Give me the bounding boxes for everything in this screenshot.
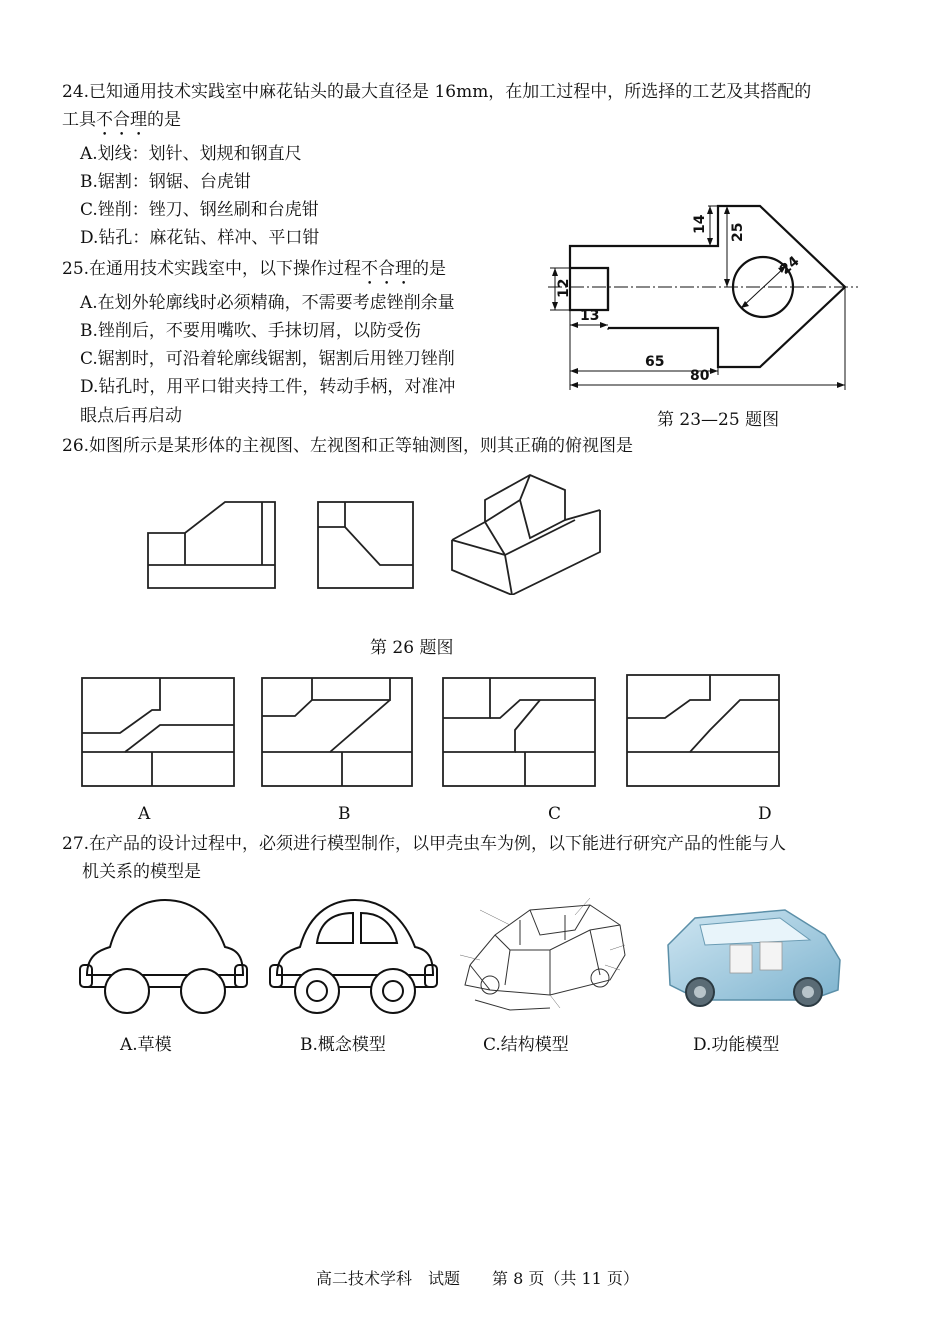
dim-13: 13 [580,308,600,324]
q25-option-a: A.在划外轮廓线时必须精确，不需要考虑锉削余量 [80,293,455,313]
q24-option-a: A.划线：划针、划规和钢直尺 [80,144,302,164]
q25-stem-part1: 25.在通用技术实践室中，以下操作过程 [62,259,362,279]
q25-stem [62,255,446,289]
q26-label-d: D [758,804,772,824]
option-a-view [82,678,234,786]
q26-views-drawing [140,470,610,595]
car-sketch-model-image [75,895,250,1025]
q27-stem-line1: 27.在产品的设计过程中，必须进行模型制作，以甲壳虫车为例，以下能进行研究产品的性能与人 [62,834,787,854]
q27-label-b: B.概念模型 [300,1035,386,1055]
q25-option-c: C.锯割时，可沿着轮廓线锯割，锯割后用锉刀锉削 [80,349,455,369]
car-structure-model-image [450,890,640,1020]
q25-stem-part2: 的是 [412,259,447,279]
q24-stem-part2: 的是 [147,110,181,130]
fig26-caption: 第 26 题图 [370,638,454,658]
dim-24: 24 [777,253,803,279]
q27-stem-line2: 机关系的模型是 [82,862,201,882]
q25-option-d-cont: 眼点后再启动 [80,406,182,426]
car-functional-model-image [660,900,845,1020]
arrow-part-drawing [540,195,870,395]
isometric-view [452,475,600,595]
q24-option-c: C.锉削：锉刀、钢丝刷和台虎钳 [80,200,319,220]
q24-stem-part1: 工具 [62,110,96,130]
page-footer: 高二技术学科 试题 第 8 页（共 11 页） [316,1269,639,1288]
car-concept-model-image [265,895,440,1025]
q24-option-b: B.锯割：钢锯、台虎钳 [80,172,251,192]
q25-stem-emphasis: 不合理 [361,259,413,279]
q27-label-a: A.草模 [120,1035,172,1055]
dim-14: 14 [692,214,708,234]
q26-stem: 26.如图所示是某形体的主视图、左视图和正等轴测图，则其正确的俯视图是 [62,436,634,456]
option-d-view [627,675,779,786]
q27-label-c: C.结构模型 [483,1035,569,1055]
q26-label-a: A [138,804,151,824]
option-b-view [262,678,412,786]
left-view [318,502,413,588]
q25-option-b: B.锉削后，不要用嘴吹、手抹切屑，以防受伤 [80,321,421,341]
option-c-view [443,678,595,786]
q26-label-b: B [338,804,351,824]
q24-stem-line2 [62,106,181,140]
dim-25: 25 [730,222,746,242]
q24-option-d: D.钻孔：麻花钻、样冲、平口钳 [80,228,320,248]
front-view [148,502,275,588]
q25-option-d: D.钻孔时，用平口钳夹持工件，转动手柄，对准冲 [80,377,456,397]
fig23-caption: 第 23—25 题图 [657,410,780,430]
q26-options-drawing [75,670,790,795]
dim-12: 12 [556,278,572,298]
q27-label-d: D.功能模型 [693,1035,780,1055]
q24-stem-emphasis: 不合理 [96,110,147,130]
dim-80: 80 [690,368,710,384]
dim-65: 65 [645,354,665,370]
q26-label-c: C [548,804,562,824]
q24-stem-line1: 24.已知通用技术实践室中麻花钻头的最大直径是 16mm，在加工过程中，所选择的工艺及其搭配的 [62,82,812,102]
